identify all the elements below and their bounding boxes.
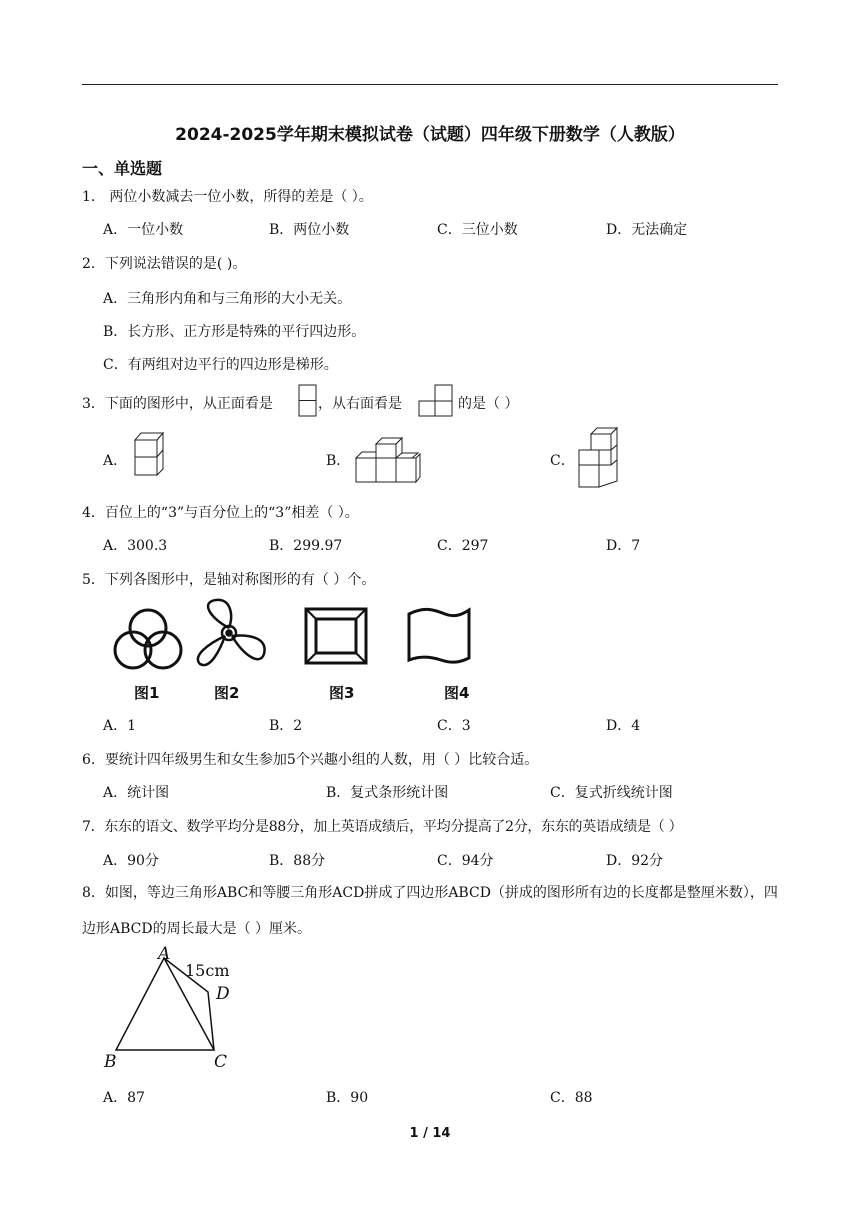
question-7: 7．东东的语文、数学平均分是88分，加上英语成绩后，平均分提高了2分，东东的英语成绩是（ ）: [82, 819, 683, 835]
q2-option-b[interactable]: B．长方形、正方形是特殊的平行四边形。: [103, 324, 366, 340]
q1-option-a[interactable]: A．一位小数: [103, 222, 184, 238]
q4-option-a[interactable]: A．300.3: [103, 538, 168, 554]
q4-option-d[interactable]: D．7: [606, 538, 641, 554]
q8-option-a[interactable]: A．87: [103, 1090, 145, 1106]
q3-text-b: ，从右面看是: [318, 396, 402, 412]
figure-2-fan: [190, 598, 268, 674]
cube-figure-a: [133, 430, 167, 484]
q3-text-c: 的是（ ）: [458, 396, 519, 412]
figure-1-label: 图1: [134, 684, 160, 702]
q2-option-c[interactable]: C．有两组对边平行的四边形是梯形。: [103, 357, 338, 373]
vertex-c-label: C: [214, 1052, 228, 1072]
q8-option-c[interactable]: C．88: [550, 1090, 593, 1106]
figure-2-label: 图2: [214, 684, 240, 702]
q6-option-a[interactable]: A．统计图: [103, 785, 170, 801]
section-heading: 一、单选题: [82, 159, 163, 178]
q1-option-b[interactable]: B．两位小数: [269, 222, 350, 238]
q5-option-c[interactable]: C．3: [437, 718, 471, 734]
front-view-icon: [298, 384, 318, 418]
question-1: 1． 两位小数减去一位小数，所得的差是（ ）。: [82, 189, 373, 205]
right-view-icon: [418, 384, 454, 418]
q5-option-b[interactable]: B．2: [269, 718, 303, 734]
q6-option-b[interactable]: B．复式条形统计图: [326, 785, 449, 801]
q3-text-a: 3．下面的图形中，从正面看是: [82, 396, 273, 412]
figure-1-trefoil: [113, 608, 183, 670]
question-3: [82, 393, 273, 413]
side-length-label: 15cm: [185, 961, 230, 980]
figure-3-frame: [303, 606, 369, 666]
q8-option-b[interactable]: B．90: [326, 1090, 369, 1106]
page-title: 2024-2025学年期末模拟试卷（试题）四年级下册数学（人教版）: [175, 125, 685, 145]
figure-4-flag: [405, 604, 473, 666]
question-6: 6．要统计四年级男生和女生参加5个兴趣小组的人数，用（ ）比较合适。: [82, 752, 539, 768]
header-rule: [82, 84, 778, 85]
figure-4-label: 图4: [444, 684, 470, 702]
q4-option-b[interactable]: B．299.97: [269, 538, 343, 554]
question-5: 5．下列各图形中，是轴对称图形的有（ ）个。: [82, 572, 376, 588]
vertex-b-label: B: [104, 1052, 117, 1072]
q1-option-c[interactable]: C．三位小数: [437, 222, 518, 238]
vertex-a-label: A: [158, 944, 171, 964]
q5-option-a[interactable]: A．1: [103, 718, 137, 734]
cube-figure-c: [577, 426, 621, 490]
q6-option-c[interactable]: C．复式折线统计图: [550, 785, 673, 801]
cube-figure-b: [354, 437, 422, 485]
question-2: 2．下列说法错误的是( )。: [82, 256, 247, 272]
question-4: 4．百位上的“3”与百分位上的“3”相差（ ）。: [82, 505, 359, 521]
q3-option-a[interactable]: A．: [103, 453, 128, 469]
q5-option-d[interactable]: D．4: [606, 718, 641, 734]
figure-3-label: 图3: [329, 684, 355, 702]
q7-option-c[interactable]: C．94分: [437, 853, 494, 869]
page-number: 1 / 14: [409, 1126, 451, 1141]
q7-option-b[interactable]: B．88分: [269, 853, 326, 869]
vertex-d-label: D: [216, 984, 230, 1004]
q7-option-a[interactable]: A．90分: [103, 853, 159, 869]
q1-option-d[interactable]: D．无法确定: [606, 222, 688, 238]
q3-option-c[interactable]: C．: [550, 453, 575, 469]
question-8: 8．如图，等边三角形ABC和等腰三角形ACD拼成了四边形ABCD（拼成的图形所有边的长度都是整厘米数），四边形ABCD的周长最大是（ ）厘米。: [82, 885, 778, 937]
q4-option-c[interactable]: C．297: [437, 538, 489, 554]
q2-option-a[interactable]: A．三角形内角和与三角形的大小无关。: [103, 291, 352, 307]
q3-option-b[interactable]: B．: [326, 453, 351, 469]
q7-option-d[interactable]: D．92分: [606, 853, 664, 869]
